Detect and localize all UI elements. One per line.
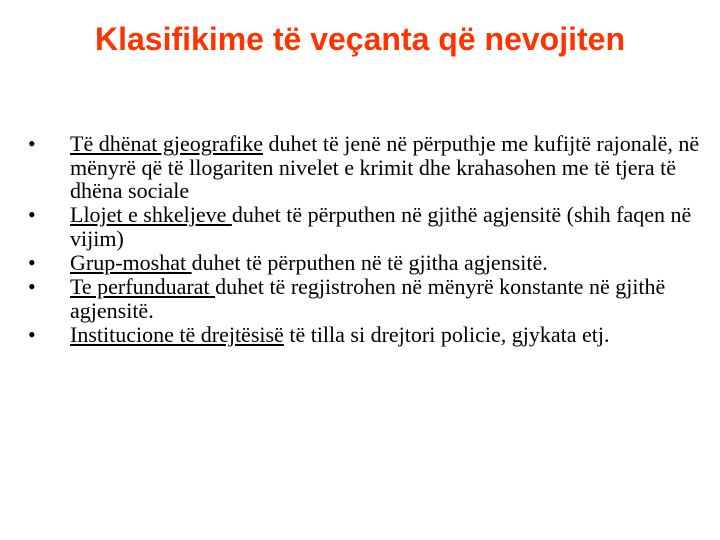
bullet-text: të tilla si drejtori policie, gjykata etj. bbox=[283, 322, 610, 348]
bullet-text: duhet të jenë në përputhje me kufijtë rajonalë, në mënyrë që të llogariten nivelet e krimit dhe krahasohen me të tjera të dhëna sociale bbox=[70, 131, 700, 204]
bullet-dot: • bbox=[28, 250, 36, 276]
bullet-item-justice-institutions bbox=[28, 323, 708, 347]
bullet-term: Institucione të drejtësisë bbox=[70, 322, 284, 348]
bullet-term: Te perfunduarat bbox=[70, 274, 216, 300]
bullet-item-age-groups bbox=[28, 251, 708, 275]
bullet-term: Të dhënat gjeografike bbox=[70, 131, 264, 156]
bullet-text: duhet të përputhen në gjithë agjensitë (shih faqen në vijim) bbox=[70, 202, 692, 251]
bullet-text: duhet të përputhen në të gjitha agjensitë. bbox=[191, 250, 548, 276]
slide-title: Klasifikime të veçanta që nevojiten bbox=[95, 21, 625, 57]
bullet-list bbox=[28, 132, 708, 347]
bullet-item-completed bbox=[28, 275, 708, 322]
bullet-dot: • bbox=[28, 131, 36, 156]
bullet-dot: • bbox=[28, 274, 36, 300]
bullet-item-geographic-data bbox=[28, 132, 708, 203]
bullet-text: duhet të regjistrohen në mënyrë konstante në gjithë agjensitë. bbox=[70, 274, 666, 323]
bullet-dot: • bbox=[28, 322, 36, 348]
bullet-item-offence-types bbox=[28, 203, 708, 250]
bullet-term: Grup-moshat bbox=[70, 250, 192, 276]
bullet-term: Llojet e shkeljeve bbox=[70, 202, 232, 228]
bullet-dot: • bbox=[28, 202, 36, 228]
